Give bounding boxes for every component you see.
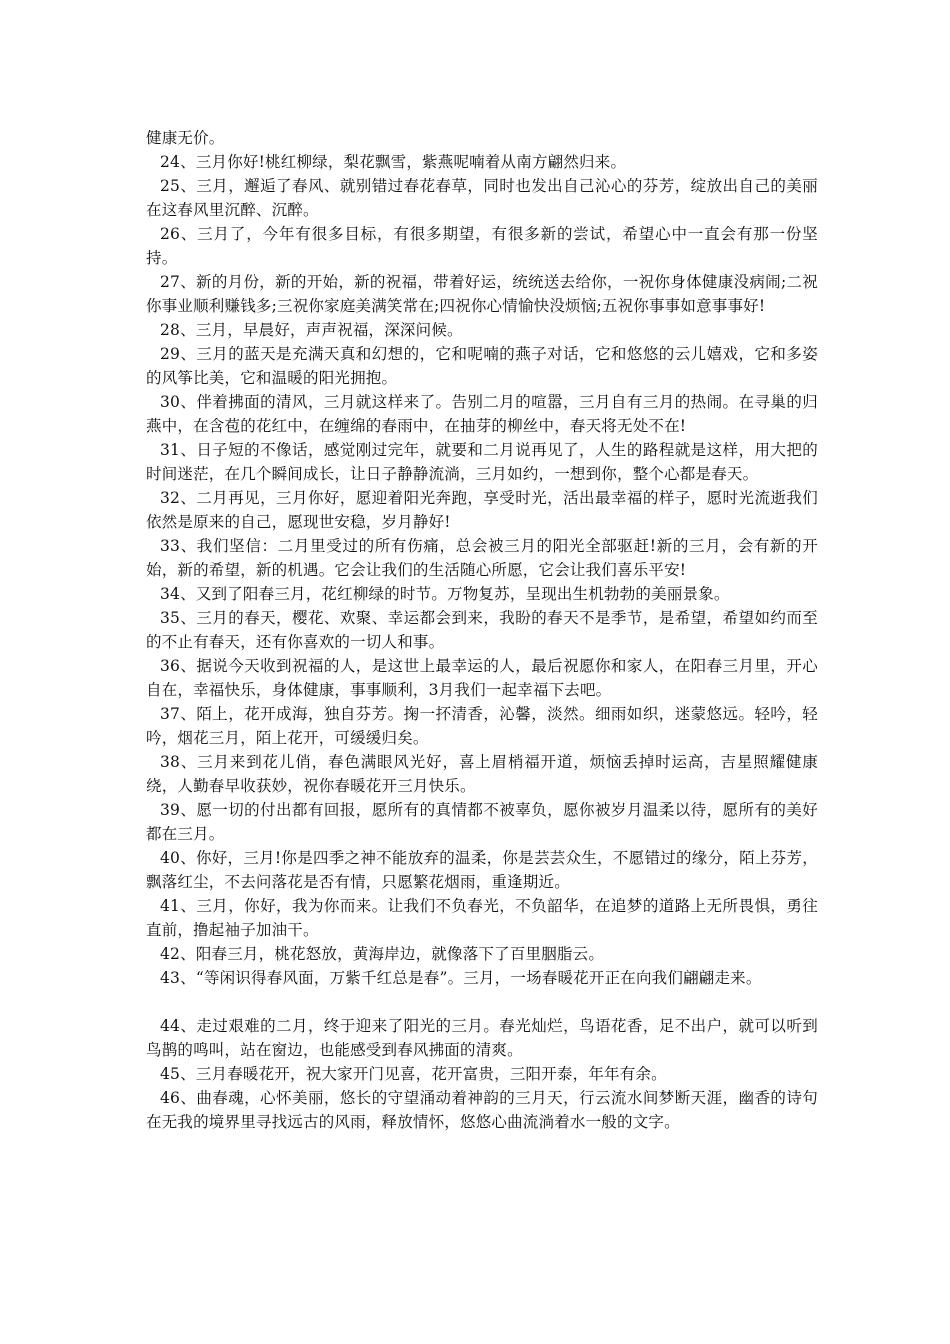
paragraph: 29、三月的蓝天是充满天真和幻想的，它和呢喃的燕子对话，它和悠悠的云儿嬉戏，它和多姿的风筝比美，它和温暖的阳光拥抱。 (146, 345, 818, 387)
paragraph: 32、二月再见，三月你好，愿迎着阳光奔跑，享受时光，活出最幸福的样子，愿时光流逝我们依然是原来的自己，愿现世安稳，岁月静好! (146, 489, 818, 531)
paragraph: 34、又到了阳春三月，花红柳绿的时节。万物复苏，呈现出生机勃勃的美丽景象。 (160, 585, 730, 603)
paragraph: 45、三月春暖花开，祝大家开门见喜，花开富贵，三阳开泰，年年有余。 (160, 1065, 667, 1083)
paragraph: 24、三月你好!桃红柳绿，梨花飘雪，紫燕呢喃着从南方翩然归来。 (160, 153, 627, 171)
blank-line (146, 990, 818, 1014)
paragraph: 38、三月来到花儿俏，春色满眼风光好，喜上眉梢福开道，烦恼丢掉时运高，吉星照耀健康绕，人勤春早收获妙，祝你春暖花开三月快乐。 (146, 753, 818, 795)
paragraph: 40、你好，三月!你是四季之神不能放弃的温柔，你是芸芸众生，不愿错过的缘分，陌上芬芳，飘落红尘，不去问落花是否有情，只愿繁花烟雨，重逢期近。 (146, 849, 818, 891)
paragraph: 42、阳春三月，桃花怒放，黄海岸边，就像落下了百里胭脂云。 (160, 945, 605, 963)
paragraph: 35、三月的春天，樱花、欢聚、幸运都会到来，我盼的春天不是季节，是希望，希望如约而至的不止有春天，还有你喜欢的一切人和事。 (146, 609, 818, 651)
paragraph: 31、日子短的不像话，感觉刚过完年，就要和二月说再见了，人生的路程就是这样，用大把的时间迷茫，在几个瞬间成长，让日子静静流淌，三月如约，一想到你，整个心都是春天。 (146, 441, 818, 483)
paragraph: 25、三月，邂逅了春风、就别错过春花春草，同时也发出自己沁心的芬芳，绽放出自己的美丽在这春风里沉醉、沉醉。 (146, 177, 818, 219)
paragraph: 33、我们坚信：二月里受过的所有伤痛，总会被三月的阳光全部驱赶!新的三月，会有新的开始，新的希望，新的机遇。它会让我们的生活随心所愿，它会让我们喜乐平安! (146, 537, 818, 579)
paragraph: 30、伴着拂面的清风，三月就这样来了。告别二月的喧嚣，三月自有三月的热闹。在寻巢的归燕中，在含苞的花红中，在缠绵的春雨中，在抽芽的柳丝中，春天将无处不在! (146, 393, 818, 435)
paragraph: 36、据说今天收到祝福的人，是这世上最幸运的人，最后祝愿你和家人，在阳春三月里，开心自在，幸福快乐，身体健康，事事顺利，3月我们一起幸福下去吧。 (146, 657, 818, 699)
paragraph: 28、三月，早晨好，声声祝福，深深问候。 (160, 321, 463, 339)
paragraph: 44、走过艰难的二月，终于迎来了阳光的三月。春光灿烂，鸟语花香，足不出户，就可以听到鸟鹊的鸣叫，站在窗边，也能感受到春风拂面的清爽。 (146, 1017, 818, 1059)
document-page (146, 126, 818, 1134)
paragraph: 健康无价。 (146, 129, 225, 147)
paragraph: 41、三月，你好，我为你而来。让我们不负春光，不负韶华，在追梦的道路上无所畏惧，勇往直前，撸起袖子加油干。 (146, 897, 818, 939)
paragraph: 43、“等闲识得春风面，万紫千红总是春”。三月，一场春暖花开正在向我们翩翩走来。 (160, 969, 762, 987)
paragraph: 37、陌上，花开成海，独自芬芳。掬一抔清香，沁馨，淡然。细雨如织，迷蒙悠远。轻吟，轻吟，烟花三月，陌上花开，可缓缓归矣。 (146, 705, 818, 747)
paragraph: 26、三月了，今年有很多目标，有很多期望，有很多新的尝试，希望心中一直会有那一份坚持。 (146, 225, 818, 267)
paragraph: 46、曲春魂，心怀美丽，悠长的守望涌动着神韵的三月天，行云流水间梦断天涯，幽香的诗句在无我的境界里寻找远古的风雨，释放情怀，悠悠心曲流淌着水一般的文字。 (146, 1089, 818, 1131)
paragraph: 27、新的月份，新的开始，新的祝福，带着好运，统统送去给你，一祝你身体健康没病闹;二祝你事业顺利赚钱多;三祝你家庭美满笑常在;四祝你心情愉快没烦恼;五祝你事事如意事事好! (146, 273, 818, 315)
paragraph: 39、愿一切的付出都有回报，愿所有的真情都不被辜负，愿你被岁月温柔以待，愿所有的美好都在三月。 (146, 801, 818, 843)
